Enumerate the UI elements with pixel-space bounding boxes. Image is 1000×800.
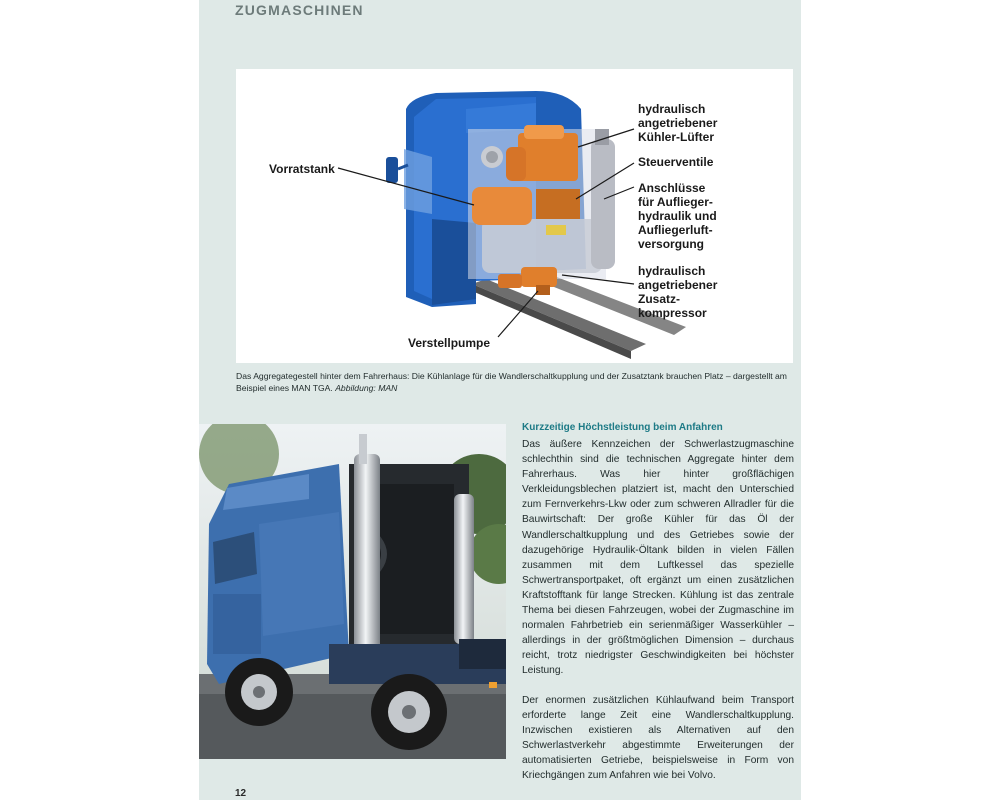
label-kuehler-line-2: angetriebener <box>638 116 718 130</box>
storage-tank <box>472 187 532 225</box>
label-anschluesse-line-3: hydraulik und <box>638 209 717 223</box>
caption-text: Das Aggregategestell hinter dem Fahrerhaus: Die Kühlanlage für die Wandlerschaltkupplung und der Zusatztank brauchen Platz – dargestellt am Beispiel eines MAN TGA. <box>236 371 787 393</box>
article-heading: Kurzzeitige Höchstleistung beim Anfahren <box>522 422 723 433</box>
article-paragraph-2: Der enormen zusätzlichen Kühlaufwand beim Transport erforderte lange Zeit eine Wandlerschaltkupplung. Inzwischen existieren als Alternativen auf den Schwerlastverkehr abgestimmte Erweiterungen der automatisierten Getriebe, beispielsweise in Form von Kriechgängen zum Anfahren wie bei Volvo. <box>522 694 794 781</box>
label-kompressor-line-4: kompressor <box>638 306 707 320</box>
label-kompressor-line-1: hydraulisch <box>638 264 706 278</box>
label-kompressor-line-2: angetriebener <box>638 278 718 292</box>
truck-photo <box>199 424 506 759</box>
label-verstellpumpe: Verstellpumpe <box>408 336 491 350</box>
label-anschluesse-line-2: für Auflieger- <box>638 195 713 209</box>
label-anschluesse-line-4: Aufliegerluft- <box>638 223 713 237</box>
label-kuehler-line-1: hydraulisch <box>638 102 706 116</box>
caption-credit: Abbildung: MAN <box>335 383 398 393</box>
article-paragraph-1: Das äußere Kennzeichen der Schwerlastzugmaschine schlechthin sind die technischen Aggregate hinter dem Fahrerhaus. Was hier hinter großflächigen Verkleidungsblechen platziert ist, macht den Unterschied zum Fernverkehrs-Lkw oder zum schweren Allradler für die Bauwirtschaft: Der große Kühler für das Öl der Wandlerschaltkupplung und des Getriebes sowie der dazugehörige Hydraulik-Öltank bilden in vielen Fällen zusammen mit dem Luftkessel das spezielle Schwertransportpaket, oft ergänzt um einen zusätzlichen Kraftstofftank für lange Strecken. Kühlung ist das zentrale Thema bei diesen Fahrzeugen, wobei der Zugmaschine im normalen Fahrbetrieb ein serienmäßiger Wasserkühler – allerdings in der größtmöglichen Dimension – durchaus reicht, trotz niedrigster Geschwindigkeiten bei höchster Leistung. <box>522 439 794 677</box>
truck-cutaway-diagram <box>236 69 793 363</box>
label-steuerventile: Steuerventile <box>638 155 714 169</box>
label-vorratstank: Vorratstank <box>269 162 335 176</box>
article-body <box>522 421 794 783</box>
section-title: ZUGMASCHINEN <box>235 2 364 18</box>
label-kuehler-line-3: Kühler-Lüfter <box>638 130 714 144</box>
technical-illustration <box>236 69 793 363</box>
magazine-page <box>199 0 801 800</box>
figure-caption <box>236 370 794 394</box>
label-anschluesse-line-5: versorgung <box>638 237 705 251</box>
label-kompressor-line-3: Zusatz- <box>638 292 680 306</box>
page-number: 12 <box>235 788 247 799</box>
label-anschluesse-line-1: Anschlüsse <box>638 181 706 195</box>
